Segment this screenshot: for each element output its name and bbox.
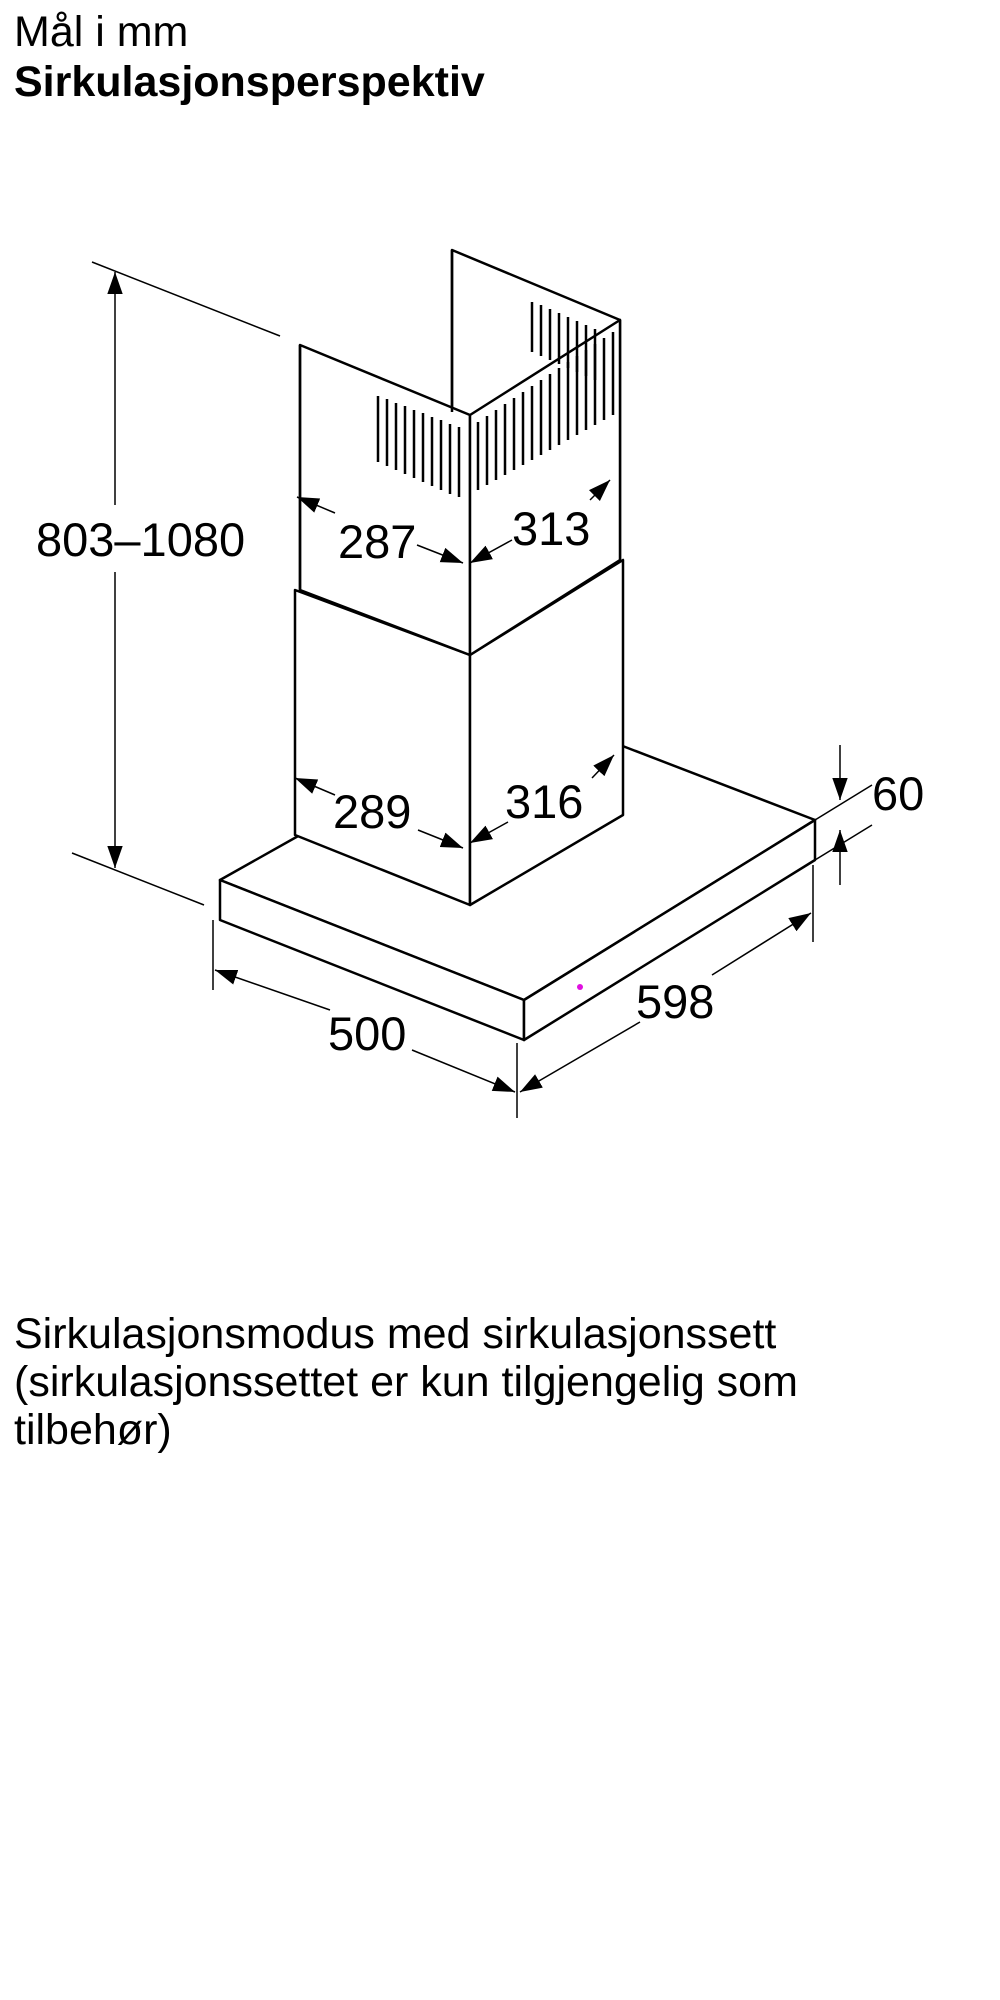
caption-line-3: tilbehør) (14, 1406, 172, 1454)
canopy-thickness-label: 60 (872, 767, 925, 820)
caption (14, 1310, 974, 1454)
extension-line (92, 262, 280, 336)
upper-width-label: 313 (512, 502, 591, 555)
dim-total-height (72, 262, 280, 905)
dimension-line (412, 1050, 515, 1092)
marker-dot (577, 984, 583, 990)
caption-line-2: (sirkulasjonssettet er kun tilgjengelig som (14, 1358, 798, 1406)
upper-depth-label: 287 (338, 515, 417, 568)
page-title: Sirkulasjonsperspektiv (14, 58, 485, 106)
unit-label: Mål i mm (14, 8, 189, 56)
lower-depth-label: 289 (333, 785, 412, 838)
canopy-depth-label: 500 (328, 1007, 407, 1060)
extension-line (72, 853, 204, 905)
canopy-width-label: 598 (636, 975, 715, 1028)
dimension-line (712, 913, 811, 975)
extension-line (815, 785, 872, 820)
lower-width-label: 316 (505, 775, 584, 828)
extension-line (815, 825, 872, 860)
dimension-line (215, 970, 330, 1010)
total-height-label: 803–1080 (36, 513, 246, 566)
caption-line-1: Sirkulasjonsmodus med sirkulasjonssett (14, 1310, 777, 1358)
dim-canopy-thickness (815, 745, 872, 885)
